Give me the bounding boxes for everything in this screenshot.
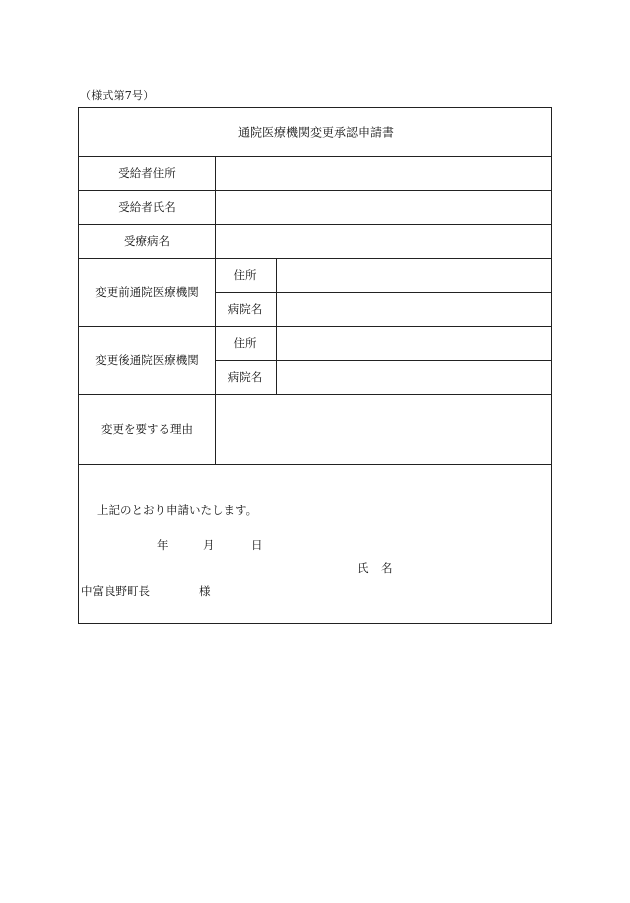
addressee-name: 中富良野町長	[81, 584, 150, 598]
application-form	[78, 107, 552, 624]
before-institution-label: 変更前通院医療機関	[95, 285, 199, 299]
recipient-address-field[interactable]	[216, 157, 551, 190]
before-hospital-name-label: 病院名	[227, 302, 263, 316]
reason-label: 変更を要する理由	[101, 422, 193, 436]
after-address-field[interactable]	[277, 327, 551, 360]
recipient-name-field[interactable]	[216, 191, 551, 224]
before-hospital-name-field[interactable]	[277, 293, 551, 326]
date-year-label: 年	[157, 538, 169, 552]
divider-line	[79, 464, 551, 465]
applicant-name-label-1: 氏	[357, 561, 369, 575]
declaration-text: 上記のとおり申請いたします。	[97, 503, 258, 517]
before-address-label: 住所	[233, 268, 257, 282]
disease-name-field[interactable]	[216, 225, 551, 258]
after-hospital-name-field[interactable]	[277, 361, 551, 394]
disease-name-label: 受療病名	[124, 234, 170, 248]
date-month-label: 月	[203, 538, 215, 552]
after-institution-label: 変更後通院医療機関	[95, 353, 199, 367]
date-day-label: 日	[251, 538, 263, 552]
recipient-name-label: 受給者氏名	[118, 200, 176, 214]
applicant-name-label-2: 名	[381, 561, 393, 575]
form-title: 通院医療機関変更承認申請書	[237, 125, 395, 140]
after-hospital-name-label: 病院名	[227, 370, 263, 384]
addressee-honorific: 様	[199, 584, 211, 598]
reason-field[interactable]	[216, 395, 551, 464]
form-number: （様式第7号）	[80, 89, 155, 102]
after-address-label: 住所	[233, 336, 257, 350]
before-address-field[interactable]	[277, 259, 551, 292]
recipient-address-label: 受給者住所	[118, 166, 176, 180]
